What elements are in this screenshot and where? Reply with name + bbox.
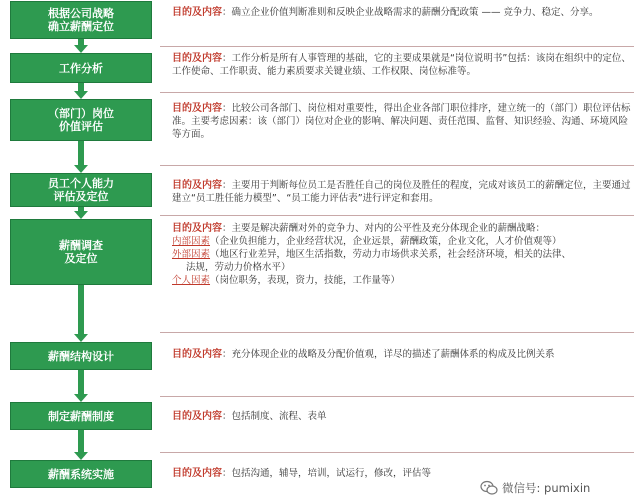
step-content: ：充分体现企业的战略及分配价值观，详尽的描述了薪酬体系的构成及比例关系 [222, 349, 555, 360]
purpose-label: 目的及内容 [172, 411, 222, 422]
step-title-line: 薪酬系统实施 [48, 467, 114, 481]
factor-text-continued: 法规，劳动力价格水平） [186, 262, 291, 273]
step-content: ：主要是解决薪酬对外的竞争力、对内的公平性及充分体现企业的薪酬战略： [222, 223, 546, 234]
flow-arrow [74, 141, 88, 173]
factor-text: （地区行业差异，地区生活指数，劳动力市场供求关系，社会经济环境，相关的法律、 [210, 249, 572, 260]
row-separator [160, 396, 634, 397]
step-content: ：包括制度、流程、表单 [222, 411, 327, 422]
step-content: ：主要用于判断每位员工是否胜任自己的岗位及胜任的程度，完成对该员工的薪酬定位，主要通过建立“员工胜任能力模型”、“员工能力评估表”进行评定和套用。 [172, 180, 631, 204]
step-box [10, 1, 152, 39]
step-box [10, 342, 152, 370]
watermark-text: 微信号: pumixin [502, 481, 591, 495]
purpose-label: 目的及内容 [172, 180, 222, 191]
step-content: ：工作分析是所有人事管理的基础，它的主要成果就是“岗位说明书”包括：该岗在组织中的定位、工作使命、工作职责、能力素质要求关键业绩、工作权限、岗位标准等。 [172, 53, 631, 77]
step-title-line: 薪酬结构设计 [48, 349, 114, 363]
flow-arrow [74, 39, 88, 53]
step-box [10, 173, 152, 207]
wechat-icon [480, 479, 498, 497]
factor-name: 内部因素 [172, 236, 211, 247]
purpose-label: 目的及内容 [172, 223, 222, 234]
flow-arrow [74, 370, 88, 402]
step-title-line: 制定薪酬制度 [48, 409, 114, 423]
step-box [10, 219, 152, 285]
step-description [172, 179, 634, 205]
purpose-label: 目的及内容 [172, 103, 222, 114]
step-title-line: 工作分析 [59, 61, 103, 75]
row-separator [160, 92, 634, 93]
step-description [172, 52, 634, 78]
step-box [10, 99, 152, 141]
step-box [10, 53, 152, 83]
purpose-label: 目的及内容 [172, 468, 222, 479]
step-title-line: 及定位 [64, 252, 98, 265]
row-separator [160, 452, 634, 453]
factor-name: 外部因素 [172, 249, 211, 260]
step-description [172, 222, 634, 287]
step-description [172, 348, 634, 361]
row-separator [160, 46, 634, 47]
flow-arrow [74, 207, 88, 219]
factor-text: （企业负担能力，企业经营状况，企业远景，薪酬政策，企业文化，人才价值观等） [210, 236, 562, 247]
step-description [172, 102, 634, 141]
step-title-line: 评估及定位 [53, 190, 109, 203]
row-separator [160, 215, 634, 216]
step-description [172, 6, 634, 19]
step-content: ：包括沟通，辅导，培训，试运行，修改，评估等 [222, 468, 432, 479]
factor-line [172, 274, 634, 287]
step-title-line: （部门）岗位 [48, 107, 114, 120]
step-title-line: 薪酬调查 [59, 239, 103, 252]
step-box [10, 402, 152, 430]
step-title-line: 价值评估 [59, 120, 103, 133]
purpose-label: 目的及内容 [172, 53, 222, 64]
step-content: ：确立企业价值判断准则和反映企业战略需求的薪酬分配政策 —— 竞争力、稳定、分享。 [222, 7, 599, 18]
purpose-label: 目的及内容 [172, 7, 222, 18]
step-content: ：比较公司各部门、岗位相对重要性，得出企业各部门职位排序，建立统一的（部门）职位评估标准。主要考虑因素：该（部门）岗位对企业的影响、解决问题、责任范围、监督、知识经验、沟通、环境风险等方面。 [172, 103, 631, 140]
flow-arrow [74, 83, 88, 99]
row-separator [160, 165, 634, 166]
factor-line [172, 235, 634, 248]
row-separator [160, 332, 634, 333]
step-box [10, 460, 152, 488]
factor-name: 个人因素 [172, 275, 211, 286]
purpose-label: 目的及内容 [172, 349, 222, 360]
factor-line [172, 248, 634, 261]
step-title-line: 员工个人能力 [48, 177, 114, 190]
step-title-line: 确立薪酬定位 [48, 20, 114, 33]
step-description [172, 410, 634, 423]
watermark [480, 478, 636, 498]
flow-arrow [74, 430, 88, 460]
flow-arrow [74, 285, 88, 342]
factor-text: （岗位职务，表现，资力，技能，工作量等） [210, 275, 401, 286]
step-title-line: 根据公司战略 [48, 7, 114, 20]
